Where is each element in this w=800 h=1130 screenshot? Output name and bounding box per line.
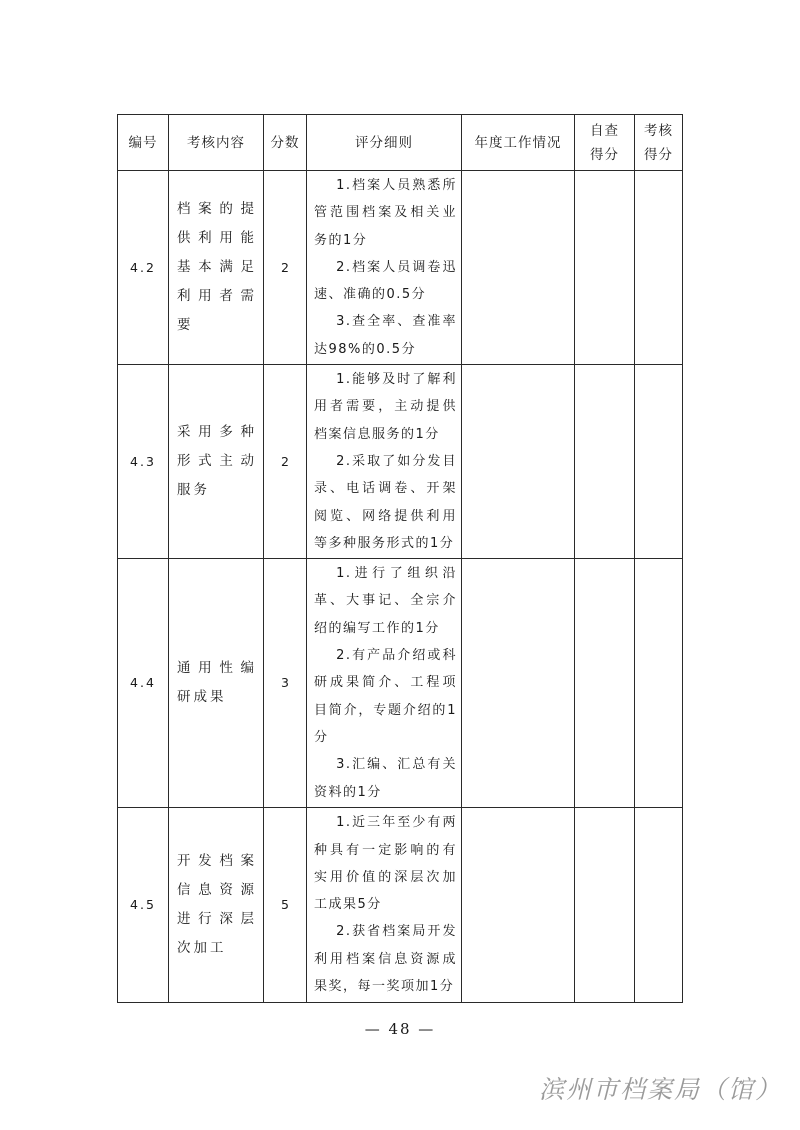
row-self-score <box>575 171 635 365</box>
table-row <box>118 807 683 1002</box>
row-annual-work <box>462 365 575 559</box>
header-self-line1: 自查 <box>590 122 619 139</box>
header-audit-line2: 得分 <box>644 146 673 163</box>
row-content: 开发档案信息资源进行深层次加工 <box>169 807 264 1002</box>
header-content: 考核内容 <box>169 115 264 171</box>
table-header-row <box>118 115 683 171</box>
row-audit-score <box>635 171 683 365</box>
header-audit-line1: 考核 <box>644 122 673 139</box>
row-criteria <box>307 559 462 808</box>
row-number: 4.5 <box>118 807 169 1002</box>
row-audit-score <box>635 559 683 808</box>
row-criteria <box>307 807 462 1002</box>
header-self-score <box>575 115 635 171</box>
criteria-item: 1.档案人员熟悉所管范围档案及相关业务的1分 <box>314 178 457 248</box>
row-audit-score <box>635 807 683 1002</box>
table-row <box>118 559 683 808</box>
row-criteria <box>307 171 462 365</box>
row-number: 4.2 <box>118 171 169 365</box>
row-score: 3 <box>264 559 307 808</box>
row-content: 通用性编研成果 <box>169 559 264 808</box>
row-number: 4.3 <box>118 365 169 559</box>
table-row <box>118 365 683 559</box>
row-annual-work <box>462 559 575 808</box>
criteria-item: 3.汇编、汇总有关资料的1分 <box>314 757 457 800</box>
row-criteria <box>307 365 462 559</box>
criteria-item: 2.有产品介绍或科研成果简介、工程项目简介，专题介绍的1分 <box>314 648 457 745</box>
row-audit-score <box>635 365 683 559</box>
row-number: 4.4 <box>118 559 169 808</box>
table-row <box>118 171 683 365</box>
header-score: 分数 <box>264 115 307 171</box>
header-number: 编号 <box>118 115 169 171</box>
criteria-item: 2.采取了如分发目录、电话调卷、开架阅览、网络提供利用等多种服务形式的1分 <box>314 453 457 551</box>
criteria-item: 1.能够及时了解利用者需要，主动提供档案信息服务的1分 <box>314 372 457 442</box>
row-annual-work <box>462 807 575 1002</box>
criteria-item: 1.进行了组织沿革、大事记、全宗介绍的编写工作的1分 <box>314 566 457 636</box>
row-self-score <box>575 559 635 808</box>
criteria-item: 2.获省档案局开发利用档案信息资源成果奖，每一奖项加1分 <box>314 924 457 995</box>
row-score: 5 <box>264 807 307 1002</box>
row-self-score <box>575 807 635 1002</box>
page-number: — 48 — <box>364 1020 436 1038</box>
row-annual-work <box>462 171 575 365</box>
header-audit-score <box>635 115 683 171</box>
row-content: 采用多种形式主动服务 <box>169 365 264 559</box>
header-annual-work: 年度工作情况 <box>462 115 575 171</box>
criteria-item: 2.档案人员调卷迅速、准确的0.5分 <box>314 259 457 303</box>
watermark: 滨州市档案局（馆） <box>538 1075 782 1104</box>
criteria-item: 3.查全率、查准率达98%的0.5分 <box>314 314 457 357</box>
header-criteria: 评分细则 <box>307 115 462 171</box>
header-self-line2: 得分 <box>590 146 619 163</box>
row-score: 2 <box>264 171 307 365</box>
row-self-score <box>575 365 635 559</box>
row-content: 档案的提供利用能基本满足利用者需要 <box>169 171 264 365</box>
criteria-item: 1.近三年至少有两种具有一定影响的有实用价值的深层次加工成果5分 <box>314 815 457 913</box>
assessment-table <box>117 114 683 1003</box>
row-score: 2 <box>264 365 307 559</box>
